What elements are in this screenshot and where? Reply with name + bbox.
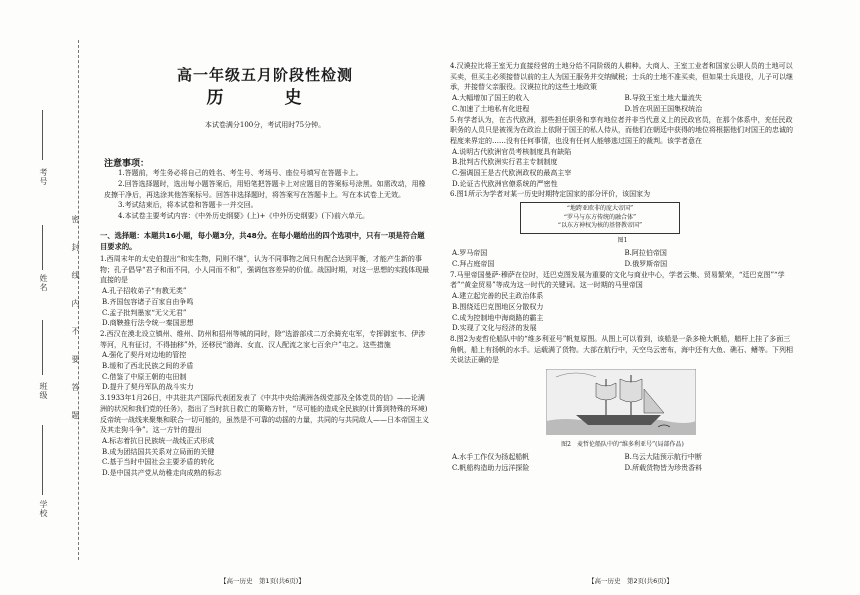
question-stem: 8.图2为麦哲伦船队中的“维多利亚号”帆复原图。从图上可以看到，该船是一条多桅大帆船，艏杆上挂了多面三角帆，船上有扬帆的水手。运载满了货物。大部在航行中，天空乌云密布，海中还有大鱼、礁石、鳍等。下列相关说法正确的是 (450, 334, 793, 365)
banji-label: 班级 (39, 382, 48, 400)
option-b: B.乌云大陆预示航行中断 (624, 453, 702, 462)
page-1 (100, 0, 430, 595)
notice-item: 4.本试卷主要考试内容：《中外历史纲要》(上)+《中外历史纲要》(下)前六单元。 (118, 212, 369, 221)
notice-list (104, 168, 430, 222)
binding-margin (0, 0, 92, 595)
option-a: A.大幅增加了国王的收入 (452, 94, 530, 103)
option-b: B.围绕廷巴克图地区分散权力 (452, 302, 544, 311)
option-d: D.提升了契丹军队的战斗实力 (102, 383, 194, 392)
option-d: D.商鞅推行法令统一秦国思想 (102, 319, 194, 328)
figure-1-quote: “地跨亚欧非的庞大帝国” (566, 205, 634, 213)
option-a: A.罗马帝国 (452, 249, 488, 258)
option-list (450, 93, 795, 114)
question-stem: 4.汉谟拉比将王室无力直接经营的土地分给不同阶级的人耕种。大商人、王室工业者和国家公职人员的土地可以买卖，但买主必须接替以前的主人为国王服务并交纳赋税；士兵的土地不准买卖，但如果士兵退役，儿子可以继承，并接替父亲服役。汉谟拉比的这些土地政策 (450, 62, 793, 92)
seal-line-text: 密封线内不要答题 (71, 215, 80, 439)
question-stem: 1.西周末年的太史伯提出“和实生物，同则不继”，认为不同事物之间只有配合达到平衡，才能产生新的事物；孔子倡导“君子和而不同，小人同而不和”，强调包容差异的价值。战国时期，对这一思想的实践体现最直接的是 (100, 255, 430, 285)
victoria-ship-illustration (546, 369, 696, 435)
question-list-left (100, 254, 430, 479)
option-c: C.基于当时中国社会主要矛盾的转化 (102, 458, 215, 467)
option-a: A.孔子招收弟子“有教无类” (102, 287, 187, 296)
question (450, 189, 795, 269)
xuexiao-label: 学校 (39, 500, 48, 518)
question (100, 393, 430, 479)
option-list (450, 248, 795, 269)
notice-item: 2.回答选择题时，选出每小题答案后，用铅笔把答题卡上对应题目的答案标号涂黑。如需改动，用橡皮擦干净后，再选涂其他答案标号。回答非选择题时，将答案写在答题卡上。写在本试卷上无效。 (104, 179, 426, 199)
page-2 (450, 0, 795, 595)
figure-1-quote: “以东方神权为核的基督教帝国” (557, 222, 643, 230)
option-d: D.是中国共产党从幼稚走向成熟的标志 (102, 469, 222, 478)
question (450, 115, 795, 190)
option-a: A.说明古代欧洲官员考核制度具有缺陷 (452, 147, 572, 156)
question-stem: 6.图1所示为学者对某一历史时期特定国家的部分评价，该国家为 (450, 190, 651, 199)
option-c: C.借鉴了中原王朝的屯田制 (102, 372, 187, 381)
xingming-line (42, 225, 43, 270)
option-list (100, 286, 430, 329)
question (450, 61, 795, 115)
option-b: B.阿拉伯帝国 (624, 249, 667, 258)
option-list (450, 291, 795, 334)
question-list-right (450, 61, 795, 474)
xingming-label: 姓名 (39, 274, 48, 292)
notice-item: 3.考试结束后，将本试卷和答题卡一并交回。 (118, 201, 258, 210)
option-a: A.建立起完善的民主政治体系 (452, 292, 544, 301)
figure-1-quote: “罗马与东方传统的融合体” (563, 213, 637, 221)
notice-heading: 注意事项： (104, 159, 150, 169)
option-c: C.加速了土地私有化进程 (452, 104, 530, 113)
exam-title: 高一年级五月阶段性检测 (176, 66, 353, 84)
option-list (100, 436, 430, 479)
option-c: C.拜占庭帝国 (452, 260, 495, 269)
option-d: D.俄罗斯帝国 (624, 260, 668, 269)
page-footer-right: 【高一历史 第2页(共6页)】 (588, 577, 673, 585)
kaohao-line (42, 110, 43, 160)
option-c: C.孟子批判墨家“无父无君” (102, 308, 187, 317)
question (100, 254, 430, 329)
option-b: B.导致王室土地大量流失 (624, 94, 702, 103)
banji-line (42, 320, 43, 375)
question (450, 270, 795, 334)
option-b: B.齐国包容诸子百家自由争鸣 (102, 297, 194, 306)
option-a: A.强化了契丹对边地的管控 (102, 351, 187, 360)
option-list (100, 350, 430, 393)
exam-info: 本试卷满分100分，考试用时75分钟。 (204, 121, 326, 129)
question (100, 329, 430, 393)
question-stem: 3.1933年1月26日，中共驻共产国际代表团发表了《中共中央给满洲各级党部及全体党员的信》——论满洲的状况和我们党的任务》，指出了当时抗日救亡的策略方针，“尽可能的造成全民族的(计算到特殊的环境)反帝统一战线来聚集和联合一切可能的，虽然是不可靠的动摇的力量，共同的与共同敌人——日本帝国主义及其走狗斗争”。这一方针的提出 (100, 394, 429, 435)
option-list (450, 452, 795, 473)
option-c: C.帆船构造助力远洋探险 (452, 464, 530, 473)
figure-caption: 图2 麦哲伦船队中的“维多利亚号”(局部作品) (561, 440, 684, 448)
option-b: B.批判古代欧洲实行君主专制制度 (452, 158, 558, 167)
question-stem: 5.有学者认为，在古代欧洲，那些担任职务和享有地位者并非当代意义上的民政官员，在那个体系中，充任民政职务的人员只是被视为在政治上依附于国王的私人侍从，而他们在朝廷中获得的地位将根据他们对国王的忠诚的程度来界定的……没有任何事情，也没有任何人能够逃过国王的裁判。该学者意在 (450, 115, 793, 145)
kaohao-label: 考号 (39, 168, 48, 186)
question (450, 334, 795, 474)
option-c: C.成为控制地中海商路的霸主 (452, 313, 544, 322)
option-a: A.水手工作仅为扬起船帆 (452, 453, 530, 462)
question-stem: 7.马里帝国曼萨·穆萨在位时，廷巴克图发展为重要的文化与商业中心，学者云集、贸易繁荣，“廷巴克图”“学者”“黄金贸易”等成为这一时代的关键词。这一时期的马里帝国 (450, 270, 785, 290)
xuexiao-line (42, 425, 43, 495)
exam-subject: 历 史 (206, 88, 324, 108)
section-heading: 一、选择题：本题共16小题，每小题3分，共48分。在每小题给出的四个选项中，只有一项是符合题目要求的。 (100, 231, 425, 251)
option-d: D.旨在巩固王国集权统治 (624, 104, 703, 113)
figure-caption: 图1 (617, 236, 628, 244)
option-c: C.强调国王是古代欧洲政权的最高主宰 (452, 169, 572, 178)
page-footer-left: 【高一历史 第1页(共6页)】 (220, 577, 305, 585)
notice-item: 1.答题前，考生务必将自己的姓名、考生号、考场号、座位号填写在答题卡上。 (118, 169, 363, 177)
option-d: D.实现了文化与经济的发展 (452, 324, 537, 333)
option-a: A.标志着抗日民族统一战线正式形成 (102, 436, 215, 445)
option-b: B.缓和了西北民族之间的矛盾 (102, 362, 194, 371)
option-d: D.论证古代欧洲官僚系统的严密性 (452, 179, 558, 188)
figure-1-box (520, 202, 680, 234)
option-list (450, 147, 795, 190)
option-b: B.成为团结国共关系对立局面的关键 (102, 447, 215, 456)
question-stem: 2.西汉在漠北设立镇州、维州、防州和招州等城的同时，除“选游部戍二万余骑充屯军，专挥御室韦、伊涉等河，凡有征讨，不得抽移”外，还移民“渤海、女直、汉人配流之家七百余户”屯之。这些措施 (100, 329, 426, 349)
option-d: D.所载货物皆为珍贵香料 (624, 464, 703, 473)
